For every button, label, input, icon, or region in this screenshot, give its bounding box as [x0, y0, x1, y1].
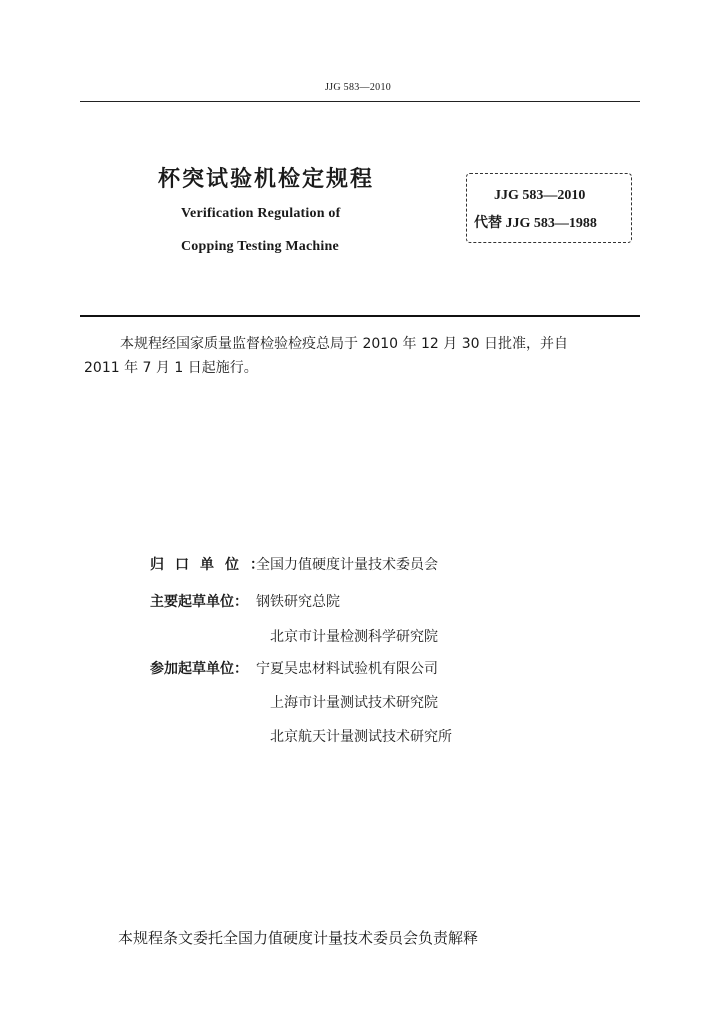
main-drafting-unit-1: 钢铁研究总院 — [256, 594, 340, 610]
main-drafting-unit-2: 北京市计量检测科学研究院 — [270, 629, 438, 645]
standard-code-box — [466, 173, 632, 243]
participating-unit-3: 北京航天计量测试技术研究所 — [270, 729, 452, 745]
interpretation-note: 本规程条文委托全国力值硬度计量技术委员会负责解释 — [118, 929, 479, 947]
approval-text-line1: 本规程经国家质量监督检验检疫总局于 2010 年 12 月 30 日批准，并自 — [120, 336, 568, 352]
participating-unit-label: 参加起草单位： — [150, 661, 248, 677]
main-drafting-unit-label: 主要起草单位： — [150, 594, 248, 610]
document-title-english-line2: Copping Testing Machine — [181, 239, 339, 254]
document-title-english-line1: Verification Regulation of — [181, 206, 341, 221]
standard-code: JJG 583—2010 — [494, 188, 586, 203]
responsible-unit-value: 全国力值硬度计量技术委员会 — [256, 557, 438, 573]
participating-unit-1: 宁夏吴忠材料试验机有限公司 — [256, 661, 438, 677]
replaced-standard-code: 代替 JJG 583—1988 — [474, 216, 597, 231]
approval-text-line2: 2011 年 7 月 1 日起施行。 — [84, 360, 258, 376]
document-title-chinese: 杯突试验机检定规程 — [158, 167, 375, 192]
header-standard-code: JJG 583—2010 — [324, 82, 392, 93]
main-divider — [80, 315, 640, 317]
participating-unit-2: 上海市计量测试技术研究院 — [270, 695, 438, 711]
responsible-unit-label: 归口单位： — [150, 557, 275, 573]
header-divider — [80, 101, 640, 102]
